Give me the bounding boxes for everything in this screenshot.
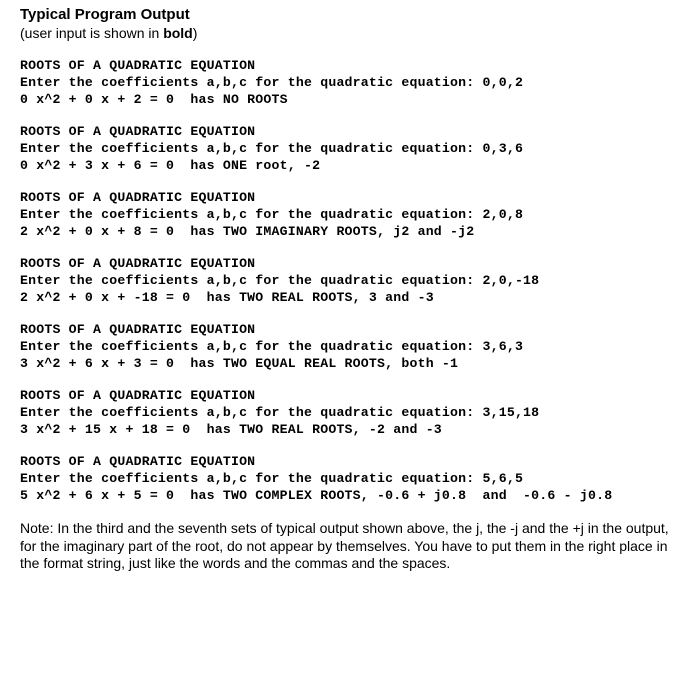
output-run-3 [20,189,685,240]
subtitle-suffix: ) [192,25,198,41]
run-result: 0 x^2 + 0 x + 2 = 0 has NO ROOTS [20,92,288,107]
subtitle-prefix: (user input is shown in [20,25,164,41]
output-run-7 [20,453,685,504]
run-heading: ROOTS OF A QUADRATIC EQUATION [20,388,256,403]
run-prompt: Enter the coefficients a,b,c for the quadratic equation: 0,3,6 [20,141,524,156]
run-heading: ROOTS OF A QUADRATIC EQUATION [20,190,256,205]
run-result: 5 x^2 + 6 x + 5 = 0 has TWO COMPLEX ROOTS, -0.6 + j0.8 and -0.6 - j0.8 [20,488,613,503]
run-prompt: Enter the coefficients a,b,c for the quadratic equation: 2,0,8 [20,207,524,222]
run-result: 0 x^2 + 3 x + 6 = 0 has ONE root, -2 [20,158,321,173]
output-run-1 [20,57,685,108]
note-paragraph: Note: In the third and the seventh sets of typical output shown above, the j, the -j and the +j in the output, for the imaginary part of the root, do not appear by themselves. You have to put them in the right place in the format string, just like the words and the commas and the spaces. [20,520,669,571]
output-run-6 [20,387,685,438]
run-prompt: Enter the coefficients a,b,c for the quadratic equation: 2,0,-18 [20,273,540,288]
run-heading: ROOTS OF A QUADRATIC EQUATION [20,124,256,139]
run-heading: ROOTS OF A QUADRATIC EQUATION [20,256,256,271]
run-prompt: Enter the coefficients a,b,c for the quadratic equation: 5,6,5 [20,471,524,486]
run-result: 2 x^2 + 0 x + 8 = 0 has TWO IMAGINARY ROOTS, j2 and -j2 [20,224,475,239]
run-prompt: Enter the coefficients a,b,c for the quadratic equation: 3,6,3 [20,339,524,354]
run-heading: ROOTS OF A QUADRATIC EQUATION [20,322,256,337]
page-subtitle [20,24,685,42]
run-result: 2 x^2 + 0 x + -18 = 0 has TWO REAL ROOTS, 3 and -3 [20,290,434,305]
document-page [20,6,685,573]
page-title: Typical Program Output [20,6,190,23]
run-prompt: Enter the coefficients a,b,c for the quadratic equation: 3,15,18 [20,405,540,420]
run-heading: ROOTS OF A QUADRATIC EQUATION [20,454,256,469]
run-result: 3 x^2 + 15 x + 18 = 0 has TWO REAL ROOTS, -2 and -3 [20,422,442,437]
subtitle-bold: bold [163,25,193,41]
output-run-2 [20,123,685,174]
run-heading: ROOTS OF A QUADRATIC EQUATION [20,58,256,73]
output-run-5 [20,321,685,372]
run-prompt: Enter the coefficients a,b,c for the quadratic equation: 0,0,2 [20,75,524,90]
output-run-4 [20,255,685,306]
run-result: 3 x^2 + 6 x + 3 = 0 has TWO EQUAL REAL ROOTS, both -1 [20,356,459,371]
